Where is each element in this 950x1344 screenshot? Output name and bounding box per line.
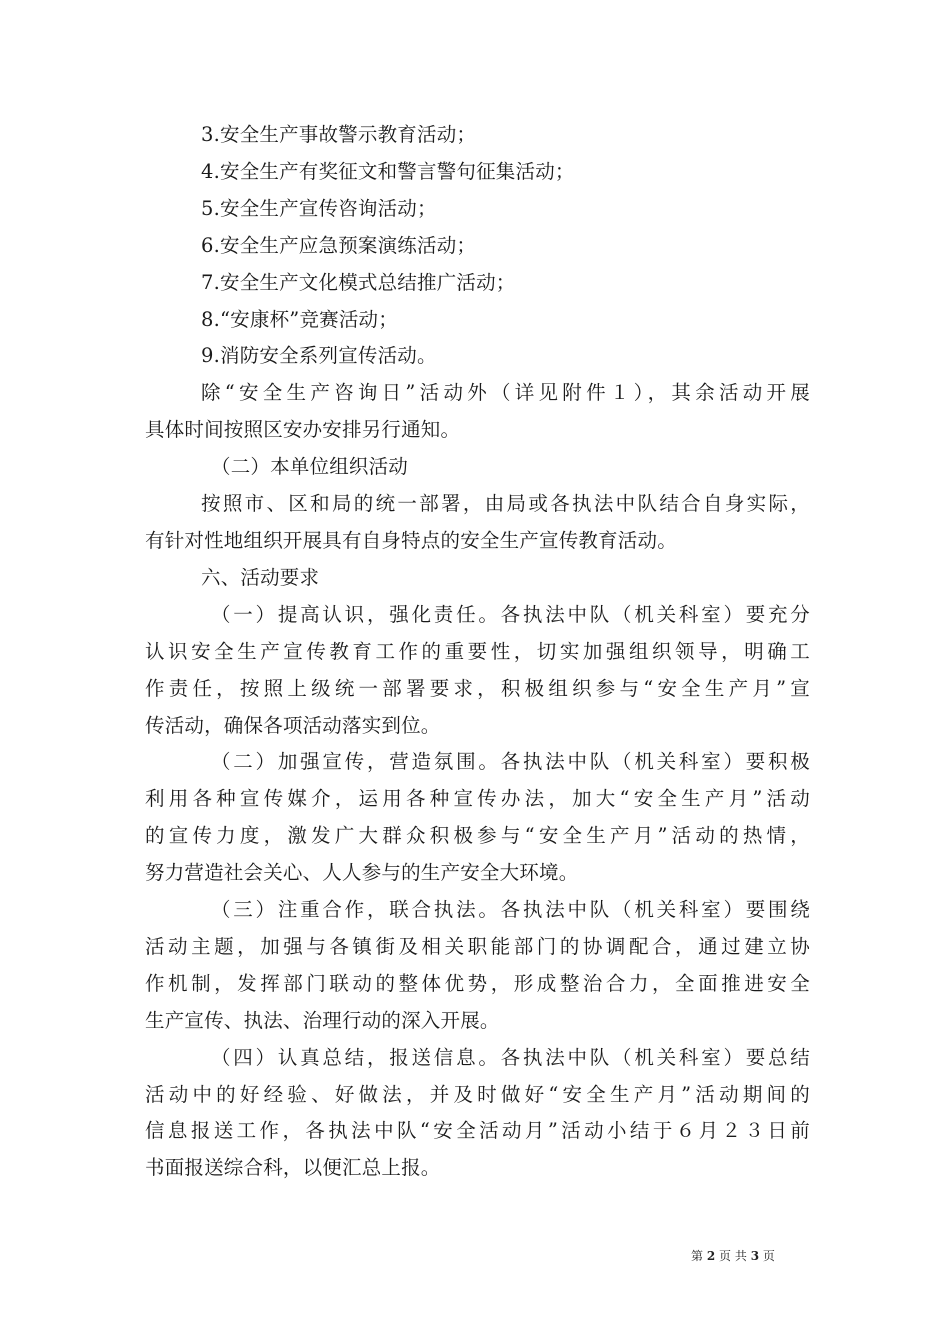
footer-middle: 页 共	[719, 1249, 747, 1263]
paragraph-line: （二）加强宣传，营造氛围。各执法中队（机关科室）要积极	[211, 750, 810, 774]
paragraph-line: 的宣传力度，激发广大群众积极参与“安全生产月”活动的热情，	[145, 824, 810, 848]
list-item: 5.安全生产宣传咨询活动；	[201, 196, 437, 220]
list-item: 6.安全生产应急预案演练活动；	[201, 233, 477, 257]
list-item: 8.“安康杯”竞赛活动；	[201, 307, 398, 331]
list-item: 4.安全生产有奖征文和警言警句征集活动；	[201, 159, 575, 183]
current-page-number: 2	[706, 1249, 716, 1263]
paragraph-line: （三）注重合作，联合执法。各执法中队（机关科室）要围绕	[211, 898, 810, 922]
paragraph-line: 传活动，确保各项活动落实到位。	[145, 713, 441, 737]
total-page-count: 3	[750, 1249, 760, 1263]
paragraph	[145, 892, 810, 1040]
paragraph-line: 有针对性地组织开展具有自身特点的安全生产宣传教育活动。	[145, 528, 677, 552]
paragraph-line: 作责任，按照上级统一部署要求，积极组织参与“安全生产月”宣	[145, 676, 810, 700]
paragraph-line: 活动主题，加强与各镇街及相关职能部门的协调配合，通过建立协	[145, 934, 810, 958]
paragraph	[145, 375, 810, 449]
paragraph-line: 按照市、区和局的统一部署，由局或各执法中队结合自身实际，	[201, 492, 810, 516]
paragraph-line: 认识安全生产宣传教育工作的重要性，切实加强组织领导，明确工	[145, 639, 810, 663]
paragraph	[145, 597, 810, 745]
paragraph-line: 活动中的好经验、好做法，并及时做好“安全生产月”活动期间的	[145, 1082, 810, 1106]
section-heading: 六、活动要求	[201, 565, 320, 589]
paragraph-line: 努力营造社会关心、人人参与的生产安全大环境。	[145, 861, 579, 885]
list-item: 9.消防安全系列宣传活动。	[201, 344, 437, 368]
list-item: 7.安全生产文化模式总结推广活动；	[201, 270, 516, 294]
paragraph-line: （一）提高认识，强化责任。各执法中队（机关科室）要充分	[211, 602, 810, 626]
page-number-footer	[691, 1248, 775, 1264]
section-heading: （二）本单位组织活动	[211, 455, 409, 479]
paragraph-line: 具体时间按照区安办安排另行通知。	[145, 418, 461, 442]
footer-prefix: 第	[691, 1249, 704, 1263]
paragraph	[145, 486, 810, 560]
paragraph	[145, 744, 810, 892]
list-item: 3.安全生产事故警示教育活动；	[201, 123, 477, 146]
paragraph-line: 利用各种宣传媒介，运用各种宣传办法，加大“安全生产月”活动	[145, 787, 810, 811]
paragraph-line: （四）认真总结，报送信息。各执法中队（机关科室）要总结	[211, 1045, 810, 1069]
paragraph-line: 生产宣传、执法、治理行动的深入开展。	[145, 1008, 500, 1032]
paragraph-line: 作机制，发挥部门联动的整体优势，形成整治合力，全面推进安全	[145, 971, 810, 995]
paragraph-line: 书面报送综合科，以便汇总上报。	[145, 1156, 441, 1180]
paragraph-line: 信息报送工作，各执法中队“安全活动月”活动小结于６月２３日前	[145, 1119, 810, 1143]
paragraph-line: 除“安全生产咨询日”活动外（详见附件１），其余活动开展	[201, 381, 810, 405]
footer-suffix: 页	[762, 1249, 775, 1263]
paragraph	[145, 1040, 810, 1188]
document-body	[145, 117, 810, 1187]
